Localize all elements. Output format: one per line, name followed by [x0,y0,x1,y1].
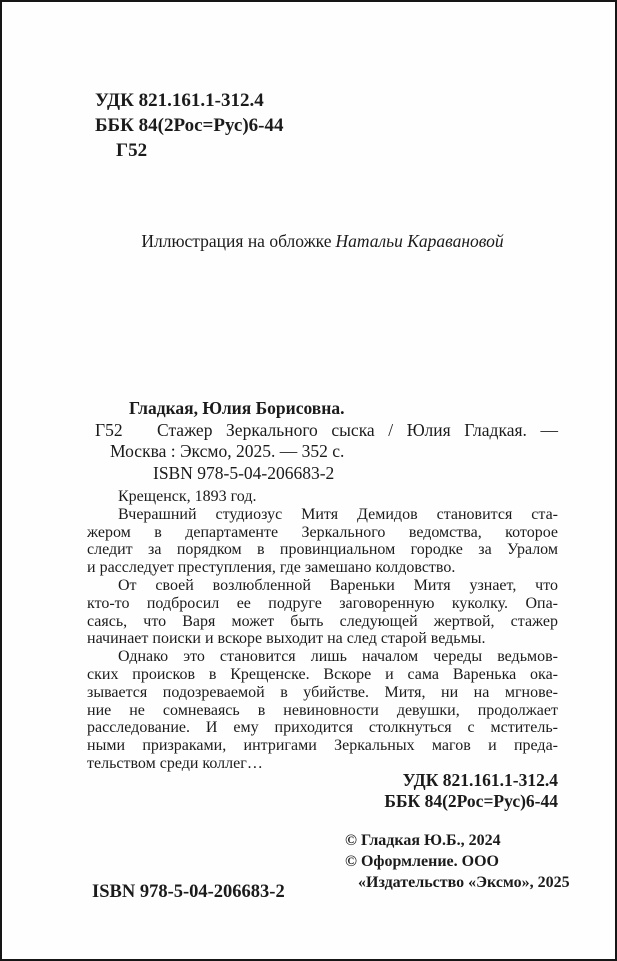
copyright-line: © Оформление. ООО [345,852,499,870]
udc-code: УДК 821.161.1-312.4 [95,90,264,111]
cover-artist-name: Натальи Каравановой [335,231,504,251]
copyright-line: «Издательство «Эксмо», 2025 [358,873,570,891]
title-statement: Стажер Зеркального сыска / Юлия Гладкая. — [157,419,558,440]
bbk-code: ББК 84(2Рос=Рус)6-44 [384,790,558,811]
annotation-line: ние не сомневаясь в невиновности девушки, продолжает [87,701,558,719]
annotation-line: ными призраками, интригами Зеркальных магов и преда- [87,737,558,755]
annotation-line: Вчерашний студиозус Митя Демидов становится ста- [118,505,558,523]
annotation-line: жером в департаменте Зеркального ведомства, которое [87,523,558,541]
annotation-line: кто-то подбросил ее подруге заговоренную куколку. Опа- [87,594,558,612]
annotation-line: Крещенск, 1893 год. [118,488,257,505]
annotation-line: и расследует преступления, где замешано колдовство. [87,559,456,577]
title-statement-line [87,420,558,442]
annotation-line: тельством среди коллег… [87,754,263,772]
footer-isbn: ISBN 978-5-04-206683-2 [92,882,285,902]
annotation-block [87,488,558,773]
annotation-line: начинает поиски и вскоре выходит на след старой ведьмы. [87,630,486,648]
top-classification-block [95,88,283,163]
copyright-block [345,831,570,893]
catalog-isbn-line: ISBN 978-5-04-206683-2 [153,462,335,483]
annotation-line: саясь, что Варя может быть следующей жертвой, стажер [87,612,558,630]
annotation-line: ских происков в Крещенске. Вскоре и сама Варенька ока- [87,665,558,683]
annotation-line: Однако это становится лишь началом череды ведьмов- [118,648,558,666]
bbk-code: ББК 84(2Рос=Рус)6-44 [95,115,284,136]
annotation-line: От своей возлюбленной Вареньки Митя узнает, что [118,576,558,594]
author-sign: Г52 [95,419,123,440]
cover-credit-line [87,231,558,252]
catalog-entry [87,398,558,484]
copyright-line: © Гладкая Ю.Б., 2024 [345,832,501,849]
annotation-line: следит за порядком в провинциальном городке за Уралом [87,541,558,559]
author-sign: Г52 [116,140,148,161]
bottom-classification-block [384,770,558,811]
author-heading: Гладкая, Юлия Борисовна. [129,398,345,418]
annotation-line: расследование. И ему приходится столкнуться с мститель- [87,719,558,737]
annotation-line: зывается подозреваемой в убийстве. Митя, ни на мгнове- [87,683,558,701]
udc-code: УДК 821.161.1-312.4 [402,770,558,790]
imprint-line: Москва : Эксмо, 2025. — 352 с. [110,441,345,461]
cover-credit-text: Иллюстрация на обложке [141,231,332,251]
